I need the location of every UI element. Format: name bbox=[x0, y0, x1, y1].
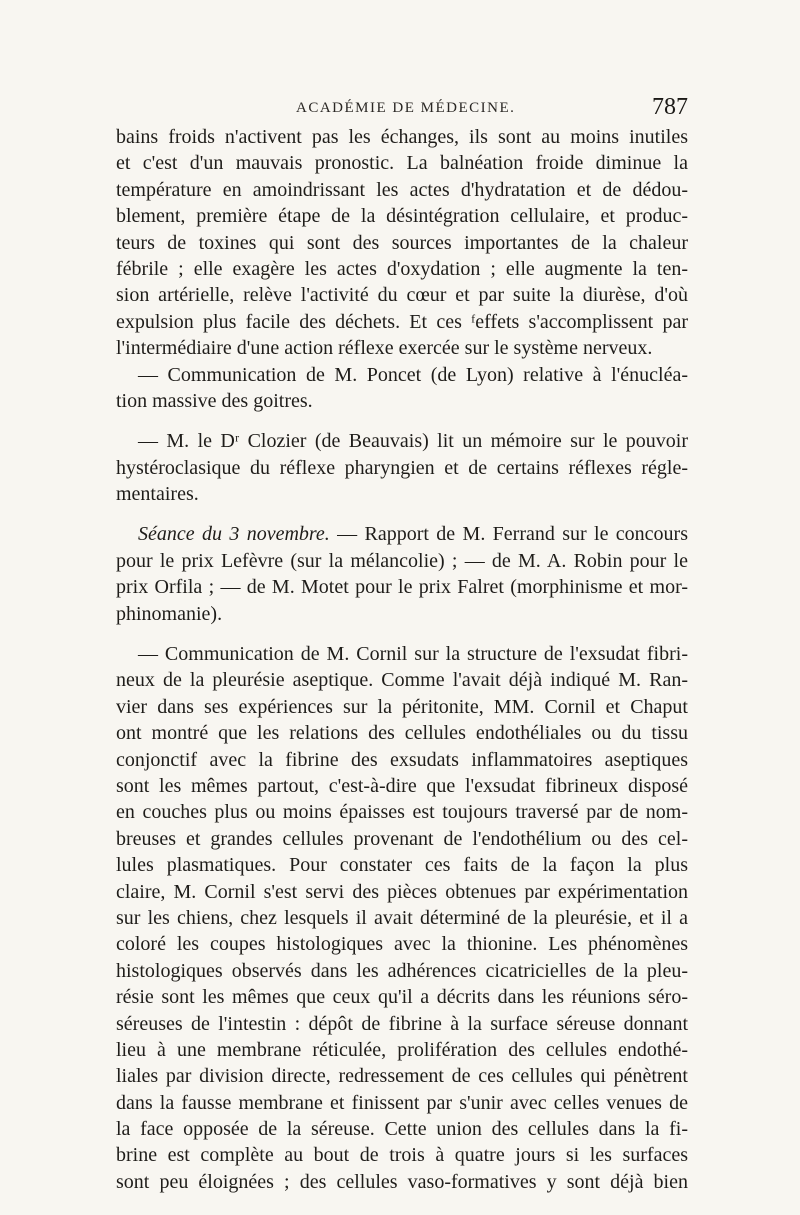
text-line: l'intermédiaire d'une action réflexe exercée sur le système nerveux. bbox=[116, 337, 653, 360]
text-line: en couches plus ou moins épaisses est toujours traversé par de nom- bbox=[116, 801, 688, 824]
paragraph bbox=[116, 428, 688, 507]
text-line: — M. le Dʳ Clozier (de Beauvais) lit un mémoire sur le pouvoir bbox=[138, 430, 688, 453]
page-number: 787 bbox=[652, 94, 688, 120]
text-line: conjonctif avec la fibrine des exsudats inflammatoires aseptiques bbox=[116, 748, 688, 771]
text-line: séreuses de l'intestin : dépôt de fibrine à la surface séreuse donnant bbox=[116, 1012, 688, 1035]
text-line bbox=[116, 521, 688, 547]
running-header bbox=[116, 94, 688, 124]
text-line: liales par division directe, redressement de ces cellules qui pénètrent bbox=[116, 1065, 688, 1088]
text-line: lieu à une membrane réticulée, prolifération des cellules endothé- bbox=[116, 1038, 688, 1061]
paragraph bbox=[116, 124, 688, 362]
text-line: bains froids n'activent pas les échanges, ils sont au moins inutiles bbox=[116, 126, 688, 148]
text-line: sion artérielle, relève l'activité du cœur et par suite la diurèse, d'où bbox=[116, 284, 688, 307]
paragraph-gap bbox=[116, 627, 688, 641]
paragraph bbox=[116, 641, 688, 1195]
text-line: tion massive des goitres. bbox=[116, 389, 313, 412]
text-line-rest: — Rapport de M. Ferrand sur le concours bbox=[329, 523, 688, 546]
text-line: brine est complète au bout de trois à quatre jours si les surfaces bbox=[116, 1144, 688, 1167]
paragraph bbox=[116, 521, 688, 627]
text-line: neux de la pleurésie aseptique. Comme l'avait déjà indiqué M. Ran- bbox=[116, 669, 688, 692]
paragraph-gap bbox=[116, 507, 688, 521]
text-line: — Communication de M. Cornil sur la structure de l'exsudat fibri- bbox=[138, 643, 688, 666]
text-line: fébrile ; elle exagère les actes d'oxydation ; elle augmente la ten- bbox=[116, 257, 688, 280]
paragraph bbox=[116, 362, 688, 415]
text-line: et c'est d'un mauvais pronostic. La balnéation froide diminue la bbox=[116, 152, 688, 175]
text-line: ont montré que les relations des cellules endothéliales ou du tissu bbox=[116, 722, 688, 745]
text-line: — Communication de M. Poncet (de Lyon) relative à l'énucléa- bbox=[138, 363, 688, 386]
text-line: la face opposée de la séreuse. Cette union des cellules dans la fi- bbox=[116, 1118, 688, 1141]
session-date: Séance du 3 novembre. bbox=[138, 523, 330, 546]
text-line: sont les mêmes partout, c'est-à-dire que l'exsudat fibrineux disposé bbox=[116, 774, 688, 797]
text-line: expulsion plus facile des déchets. Et ces ᶠeffets s'accomplissent par bbox=[116, 310, 688, 333]
text-line: hystéroclasique du réflexe pharyngien et de certains réflexes régle- bbox=[116, 456, 688, 479]
text-line: pour le prix Lefèvre (sur la mélancolie) ; — de M. A. Robin pour le bbox=[116, 549, 688, 572]
text-line: coloré les coupes histologiques avec la thionine. Les phénomènes bbox=[116, 933, 688, 956]
text-line: histologiques observés dans les adhérences cicatricielles de la pleu- bbox=[116, 959, 688, 982]
text-line: blement, première étape de la désintégration cellulaire, et produc- bbox=[116, 205, 688, 228]
text-line: teurs de toxines qui sont des sources importantes de la chaleur bbox=[116, 231, 688, 254]
text-line: phinomanie). bbox=[116, 602, 223, 625]
text-line: sur les chiens, chez lesquels il avait déterminé de la pleurésie, et il a bbox=[116, 906, 688, 929]
text-line: mentaires. bbox=[116, 483, 199, 506]
text-line: breuses et grandes cellules provenant de l'endothélium ou des cel- bbox=[116, 827, 688, 850]
text-line: vier dans ses expériences sur la péritonite, MM. Cornil et Chaput bbox=[116, 695, 688, 718]
running-title: ACADÉMIE DE MÉDECINE. bbox=[296, 100, 516, 116]
text-line: lules plasmatiques. Pour constater ces faits de la façon la plus bbox=[116, 854, 688, 877]
text-line: dans la fausse membrane et finissent par s'unir avec celles venues de bbox=[116, 1091, 688, 1114]
text-line: sont peu éloignées ; des cellules vaso-formatives y sont déjà bien bbox=[116, 1170, 688, 1193]
paragraph-gap bbox=[116, 414, 688, 428]
text-line: résie sont les mêmes que ceux qu'il a décrits dans les réunions séro- bbox=[116, 986, 688, 1009]
body-text bbox=[116, 124, 688, 1195]
text-line: température en amoindrissant les actes d'hydratation et de dédou- bbox=[116, 178, 688, 201]
text-line: claire, M. Cornil s'est servi des pièces obtenues par expérimentation bbox=[116, 880, 688, 903]
text-line: prix Orfila ; — de M. Motet pour le prix Falret (morphinisme et mor- bbox=[116, 576, 688, 599]
